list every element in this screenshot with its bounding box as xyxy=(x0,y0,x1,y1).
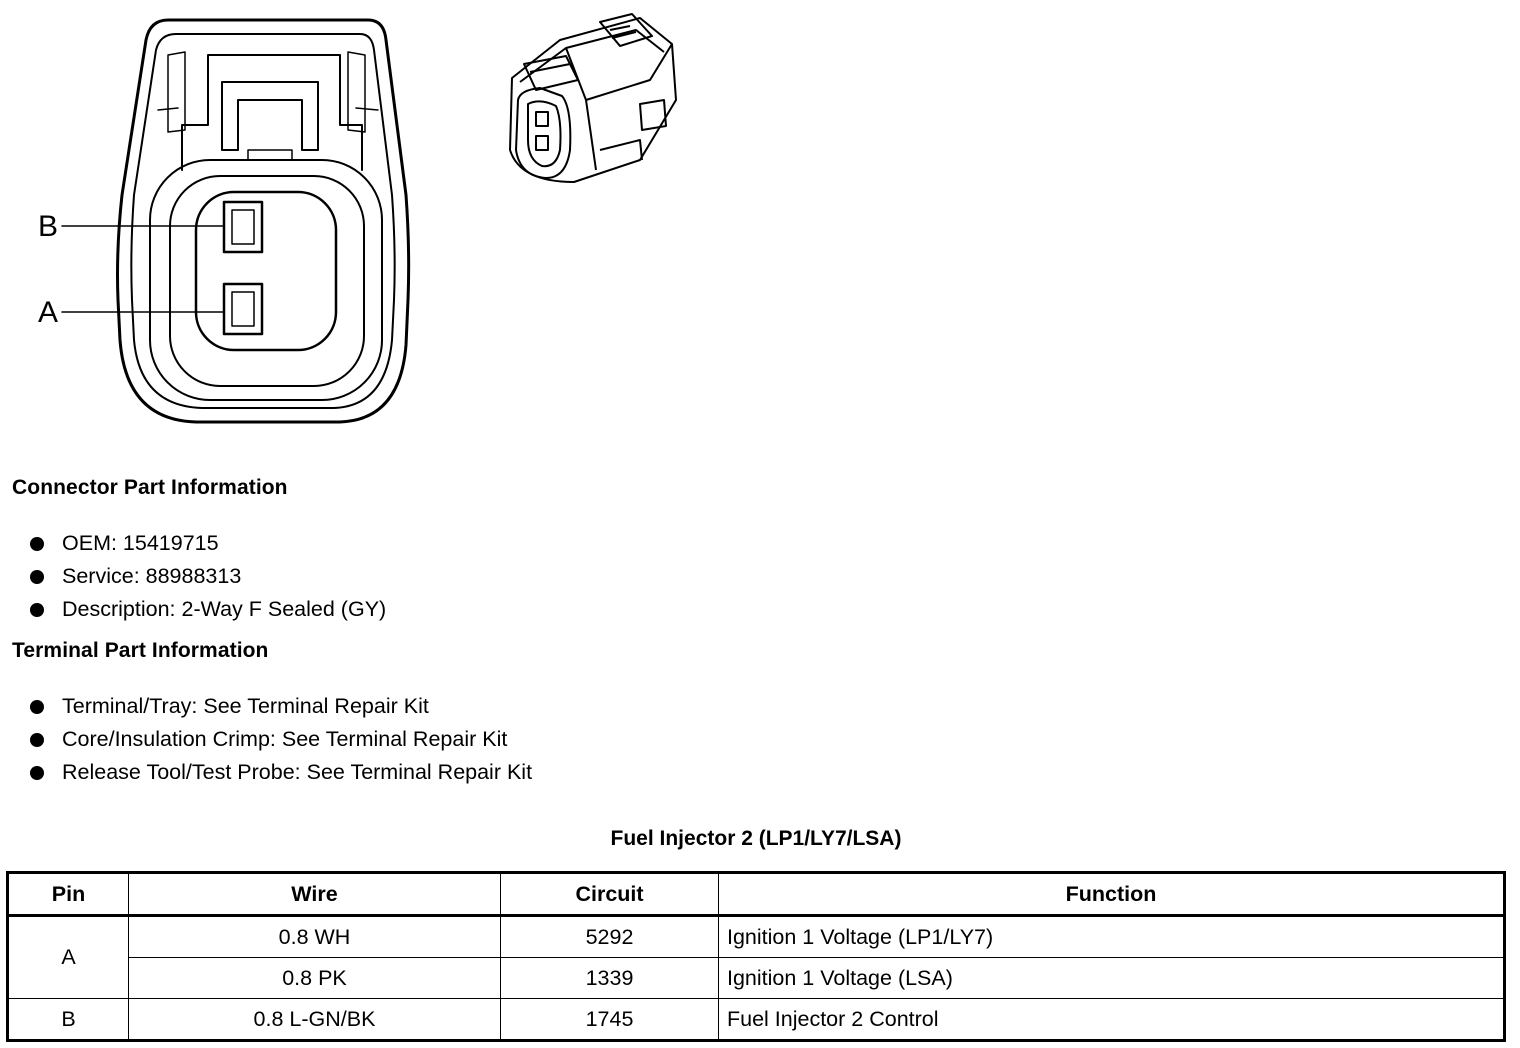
latch-tab xyxy=(222,82,318,150)
function-cell: Ignition 1 Voltage (LSA) xyxy=(719,958,1505,999)
bullet-icon xyxy=(30,766,44,780)
release-tool-info: Release Tool/Test Probe: See Terminal Repair Kit xyxy=(62,760,533,784)
latch-ribs xyxy=(158,52,378,132)
connector-part-info-list xyxy=(28,527,386,626)
table-header-row xyxy=(8,873,1505,916)
list-item xyxy=(28,756,532,789)
wire-cell: 0.8 L-GN/BK xyxy=(129,999,501,1041)
bullet-icon xyxy=(30,733,44,747)
latch-body xyxy=(182,55,362,170)
function-cell: Fuel Injector 2 Control xyxy=(719,999,1505,1041)
column-header-circuit: Circuit xyxy=(501,873,719,916)
connector-isometric-view xyxy=(510,14,676,182)
list-item xyxy=(28,527,386,560)
connector-part-info-title: Connector Part Information xyxy=(12,476,288,499)
column-header-wire: Wire xyxy=(129,873,501,916)
table-row xyxy=(8,916,1505,958)
pin-a-label: A xyxy=(38,296,59,329)
column-header-function: Function xyxy=(719,873,1505,916)
circuit-cell: 1339 xyxy=(501,958,719,999)
list-item xyxy=(28,723,532,756)
terminal-a-inner xyxy=(232,292,254,326)
pin-b-label: B xyxy=(38,210,59,243)
function-cell: Ignition 1 Voltage (LP1/LY7) xyxy=(719,916,1505,958)
pinout-table-title: Fuel Injector 2 (LP1/LY7/LSA) xyxy=(610,827,902,850)
list-item xyxy=(28,593,386,626)
bullet-icon xyxy=(30,603,44,617)
column-header-pin: Pin xyxy=(8,873,129,916)
table-row xyxy=(8,958,1505,999)
seal-inner xyxy=(196,192,336,350)
list-item xyxy=(28,560,386,593)
service-part-number: Service: 88988313 xyxy=(62,564,242,588)
terminal-b-inner xyxy=(232,210,254,244)
circuit-cell: 5292 xyxy=(501,916,719,958)
connector-diagram xyxy=(0,0,700,440)
wire-cell: 0.8 WH xyxy=(129,916,501,958)
list-item xyxy=(28,690,532,723)
table-row xyxy=(8,999,1505,1041)
bullet-icon xyxy=(30,537,44,551)
terminal-part-info-title: Terminal Part Information xyxy=(12,639,269,662)
latch-notch xyxy=(248,150,292,160)
terminal-tray-info: Terminal/Tray: See Terminal Repair Kit xyxy=(62,694,429,718)
circuit-cell: 1745 xyxy=(501,999,719,1041)
seal-outer xyxy=(150,160,382,400)
bullet-icon xyxy=(30,700,44,714)
pin-cell: A xyxy=(8,916,129,999)
pinout-table xyxy=(6,871,1506,1042)
oem-part-number: OEM: 15419715 xyxy=(62,531,219,555)
crimp-info: Core/Insulation Crimp: See Terminal Repair Kit xyxy=(62,727,508,751)
pin-cell: B xyxy=(8,999,129,1041)
connector-description: Description: 2-Way F Sealed (GY) xyxy=(62,597,387,621)
bullet-icon xyxy=(30,570,44,584)
terminal-part-info-list xyxy=(28,690,532,789)
wire-cell: 0.8 PK xyxy=(129,958,501,999)
